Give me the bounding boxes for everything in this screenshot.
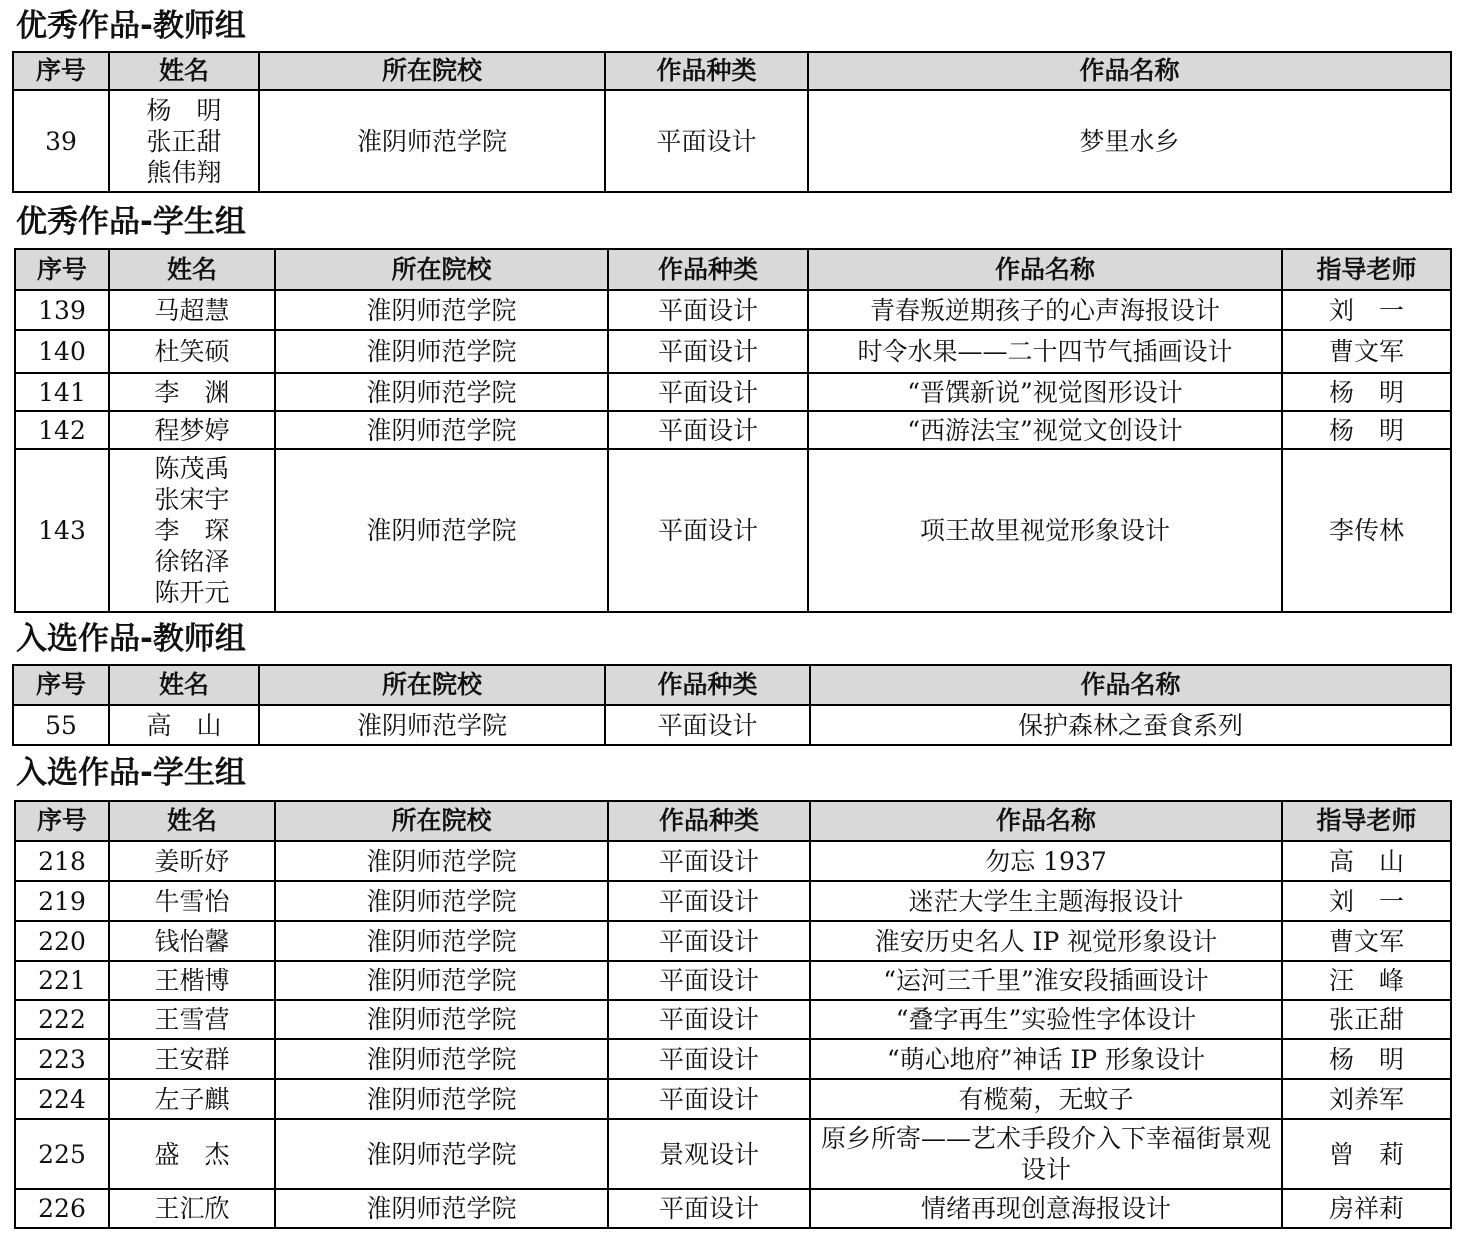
cell-names: 盛 杰 — [109, 1119, 275, 1189]
header-no: 序号 — [15, 249, 109, 290]
cell-work: “运河三千里”淮安段插画设计 — [810, 961, 1282, 1000]
cell-names: 马超慧 — [109, 290, 275, 330]
cell-advisor: 刘 一 — [1282, 290, 1451, 330]
cell-no: 226 — [15, 1189, 109, 1228]
cell-no: 39 — [13, 90, 109, 192]
header-school: 所在院校 — [259, 52, 605, 90]
cell-work: 青春叛逆期孩子的心声海报设计 — [808, 290, 1282, 330]
cell-no: 219 — [15, 881, 109, 921]
cell-school: 淮阴师范学院 — [275, 449, 608, 612]
cell-category: 平面设计 — [608, 449, 808, 612]
cell-category: 平面设计 — [608, 921, 810, 961]
cell-work: 原乡所寄——艺术手段介入下幸福街景观设计 — [810, 1119, 1282, 1189]
cell-category: 平面设计 — [608, 1189, 810, 1228]
header-category: 作品种类 — [605, 52, 808, 90]
cell-advisor: 高 山 — [1282, 841, 1451, 881]
table-row — [13, 705, 1451, 745]
cell-school: 淮阴师范学院 — [275, 841, 608, 881]
cell-advisor: 房祥莉 — [1282, 1189, 1451, 1228]
header-work: 作品名称 — [808, 52, 1451, 90]
cell-category: 平面设计 — [608, 330, 808, 373]
table-row — [15, 881, 1451, 921]
header-no: 序号 — [15, 801, 109, 841]
cell-names: 左子麒 — [109, 1079, 275, 1119]
cell-names: 高 山 — [109, 705, 259, 745]
cell-names: 程梦婷 — [109, 411, 275, 449]
cell-no: 143 — [15, 449, 109, 612]
cell-advisor: 杨 明 — [1282, 373, 1451, 411]
header-school: 所在院校 — [275, 801, 608, 841]
cell-no: 141 — [15, 373, 109, 411]
table-header-row — [15, 801, 1451, 841]
header-name: 姓名 — [109, 801, 275, 841]
cell-school: 淮阴师范学院 — [275, 1189, 608, 1228]
table-row — [15, 1189, 1451, 1228]
cell-advisor: 刘 一 — [1282, 881, 1451, 921]
cell-school: 淮阴师范学院 — [275, 290, 608, 330]
cell-category: 平面设计 — [608, 411, 808, 449]
cell-no: 222 — [15, 1000, 109, 1039]
cell-school: 淮阴师范学院 — [259, 705, 605, 745]
cell-no: 223 — [15, 1039, 109, 1079]
cell-school: 淮阴师范学院 — [275, 411, 608, 449]
cell-work: “晋馔新说”视觉图形设计 — [808, 373, 1282, 411]
cell-school: 淮阴师范学院 — [275, 1039, 608, 1079]
cell-advisor: 曹文军 — [1282, 921, 1451, 961]
cell-advisor: 李传林 — [1282, 449, 1451, 612]
cell-school: 淮阴师范学院 — [275, 961, 608, 1000]
header-work: 作品名称 — [810, 665, 1451, 705]
cell-names: 王汇欣 — [109, 1189, 275, 1228]
cell-advisor: 汪 峰 — [1282, 961, 1451, 1000]
cell-work: 项王故里视觉形象设计 — [808, 449, 1282, 612]
table-row — [15, 373, 1451, 411]
cell-names: 王安群 — [109, 1039, 275, 1079]
table-selected-teacher — [12, 664, 1452, 746]
cell-work: 时令水果——二十四节气插画设计 — [808, 330, 1282, 373]
table-row — [15, 961, 1451, 1000]
section-title-excellent-student: 优秀作品-学生组 — [16, 204, 246, 240]
header-no: 序号 — [13, 665, 109, 705]
table-row — [15, 1039, 1451, 1079]
header-category: 作品种类 — [608, 249, 808, 290]
cell-school: 淮阴师范学院 — [275, 330, 608, 373]
header-name: 姓名 — [109, 665, 259, 705]
table-header-row — [13, 52, 1451, 90]
section-title-excellent-teacher: 优秀作品-教师组 — [16, 8, 246, 44]
header-advisor: 指导老师 — [1282, 801, 1451, 841]
cell-category: 平面设计 — [605, 705, 810, 745]
cell-no: 225 — [15, 1119, 109, 1189]
cell-names: 王雪营 — [109, 1000, 275, 1039]
table-row — [15, 921, 1451, 961]
table-row — [15, 449, 1451, 612]
cell-category: 平面设计 — [608, 1039, 810, 1079]
cell-work: “叠字再生”实验性字体设计 — [810, 1000, 1282, 1039]
cell-no: 139 — [15, 290, 109, 330]
table-row — [15, 290, 1451, 330]
cell-advisor: 刘养军 — [1282, 1079, 1451, 1119]
table-excellent-student — [14, 248, 1452, 613]
table-excellent-teacher — [12, 51, 1452, 193]
header-work: 作品名称 — [808, 249, 1282, 290]
table-header-row — [13, 665, 1451, 705]
cell-work: “萌心地府”神话 IP 形象设计 — [810, 1039, 1282, 1079]
cell-school: 淮阴师范学院 — [275, 1079, 608, 1119]
cell-school: 淮阴师范学院 — [275, 881, 608, 921]
table-row — [13, 90, 1451, 192]
header-advisor: 指导老师 — [1282, 249, 1451, 290]
cell-category: 平面设计 — [608, 290, 808, 330]
table-row — [15, 411, 1451, 449]
header-school: 所在院校 — [259, 665, 605, 705]
cell-no: 224 — [15, 1079, 109, 1119]
cell-names: 钱怡馨 — [109, 921, 275, 961]
table-row — [15, 841, 1451, 881]
cell-school: 淮阴师范学院 — [275, 373, 608, 411]
header-school: 所在院校 — [275, 249, 608, 290]
header-work: 作品名称 — [810, 801, 1282, 841]
cell-no: 221 — [15, 961, 109, 1000]
cell-no: 220 — [15, 921, 109, 961]
cell-advisor: 杨 明 — [1282, 411, 1451, 449]
table-selected-student — [14, 800, 1452, 1229]
cell-advisor: 曹文军 — [1282, 330, 1451, 373]
section-title-selected-teacher: 入选作品-教师组 — [16, 621, 246, 657]
cell-work: 梦里水乡 — [808, 90, 1451, 192]
cell-school: 淮阴师范学院 — [275, 921, 608, 961]
cell-names: 牛雪怡 — [109, 881, 275, 921]
cell-work: 勿忘 1937 — [810, 841, 1282, 881]
cell-category: 景观设计 — [608, 1119, 810, 1189]
header-name: 姓名 — [109, 249, 275, 290]
cell-category: 平面设计 — [608, 1000, 810, 1039]
cell-work: 迷茫大学生主题海报设计 — [810, 881, 1282, 921]
header-name: 姓名 — [109, 52, 259, 90]
cell-school: 淮阴师范学院 — [259, 90, 605, 192]
cell-names: 王楷博 — [109, 961, 275, 1000]
cell-names: 陈茂禹 张宋宇 李 琛 徐铭泽 陈开元 — [109, 449, 275, 612]
cell-category: 平面设计 — [608, 961, 810, 1000]
table-row — [15, 1119, 1451, 1189]
cell-no: 218 — [15, 841, 109, 881]
cell-advisor: 曾 莉 — [1282, 1119, 1451, 1189]
cell-work: 淮安历史名人 IP 视觉形象设计 — [810, 921, 1282, 961]
cell-no: 55 — [13, 705, 109, 745]
cell-advisor: 张正甜 — [1282, 1000, 1451, 1039]
cell-work: 保护森林之蚕食系列 — [810, 705, 1451, 745]
table-row — [15, 1000, 1451, 1039]
header-category: 作品种类 — [608, 801, 810, 841]
table-row — [15, 1079, 1451, 1119]
cell-work: 有榄菊，无蚊子 — [810, 1079, 1282, 1119]
cell-school: 淮阴师范学院 — [275, 1119, 608, 1189]
cell-category: 平面设计 — [608, 1079, 810, 1119]
table-row — [15, 330, 1451, 373]
cell-category: 平面设计 — [608, 373, 808, 411]
cell-category: 平面设计 — [608, 881, 810, 921]
cell-no: 140 — [15, 330, 109, 373]
cell-names: 杜笑硕 — [109, 330, 275, 373]
cell-category: 平面设计 — [608, 841, 810, 881]
table-header-row — [15, 249, 1451, 290]
cell-work: 情绪再现创意海报设计 — [810, 1189, 1282, 1228]
cell-school: 淮阴师范学院 — [275, 1000, 608, 1039]
cell-advisor: 杨 明 — [1282, 1039, 1451, 1079]
cell-names: 姜昕妤 — [109, 841, 275, 881]
cell-names: 杨 明 张正甜 熊伟翔 — [109, 90, 259, 192]
header-category: 作品种类 — [605, 665, 810, 705]
section-title-selected-student: 入选作品-学生组 — [16, 755, 246, 791]
header-no: 序号 — [13, 52, 109, 90]
cell-work: “西游法宝”视觉文创设计 — [808, 411, 1282, 449]
cell-no: 142 — [15, 411, 109, 449]
cell-names: 李 渊 — [109, 373, 275, 411]
cell-category: 平面设计 — [605, 90, 808, 192]
